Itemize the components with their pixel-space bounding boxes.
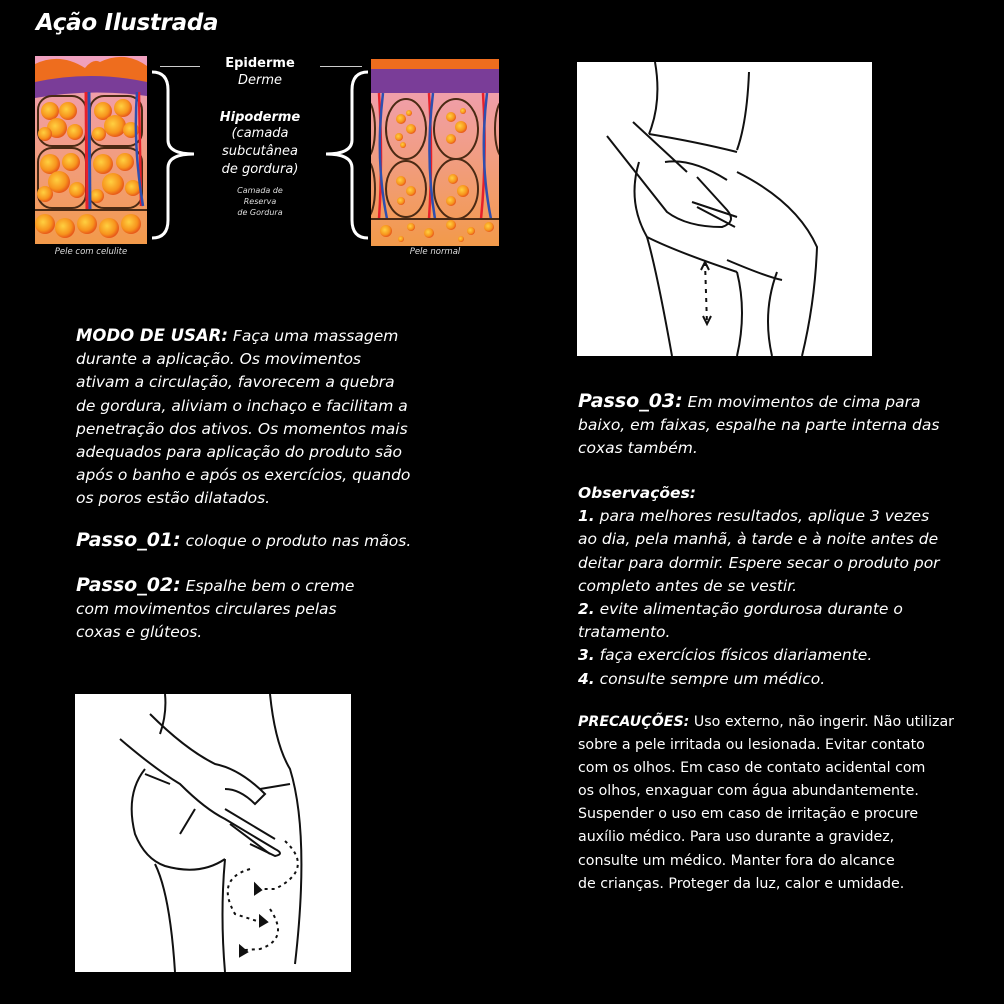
passo-01-block: [76, 529, 456, 553]
prec-line: Uso externo, não ingerir. Não utilizar: [689, 714, 954, 730]
obs-num: 4.: [578, 669, 595, 688]
obs-line: faça exercícios físicos diariamente.: [594, 646, 873, 665]
passo-02-line: Espalhe bem o creme: [180, 577, 355, 595]
label-hipoderme-desc-1: (camada: [231, 126, 289, 141]
obs-line: tratamento.: [578, 623, 671, 642]
modo-de-usar-label: MODO DE USAR:: [76, 326, 228, 345]
passo-02-line: com movimentos circulares pelas: [76, 600, 337, 619]
modo-line: de gordura, aliviam o inchaço e facilitam a: [76, 396, 408, 415]
modo-line: ativam a circulação, favorecem a quebra: [76, 373, 395, 392]
label-reserva-2: Reserva: [243, 197, 277, 206]
passo-03-line: baixo, em faixas, espalhe na parte interna das: [578, 416, 940, 435]
observacoes-block: [578, 482, 988, 691]
prec-line: de crianças. Proteger da luz, calor e umidade.: [578, 875, 905, 892]
obs-line: deitar para dormir. Espere secar o produto por: [578, 553, 940, 572]
brace-left-icon: [150, 70, 200, 240]
modo-line: após o banho e após os exercícios, quando: [76, 466, 411, 485]
arrow-right-line: [320, 66, 362, 67]
brace-right-icon: [320, 70, 370, 240]
skin-normal-illustration: [371, 59, 499, 246]
page-title: Ação Ilustrada: [36, 10, 219, 36]
prec-line: consulte um médico. Manter fora do alcance: [578, 852, 895, 869]
modo-line: Faça uma massagem: [227, 327, 399, 345]
precaucoes-block: [578, 711, 988, 896]
modo-line: adequados para aplicação do produto são: [76, 443, 403, 462]
obs-line: consulte sempre um médico.: [594, 669, 826, 688]
label-derme: Derme: [237, 73, 282, 88]
passo-01-text: coloque o produto nas mãos.: [180, 532, 412, 550]
obs-line: ao dia, pela manhã, à tarde e à noite antes de: [578, 530, 939, 549]
label-hipoderme-desc-2: subcutânea: [222, 144, 298, 159]
obs-num: 3.: [578, 646, 595, 665]
obs-line: para melhores resultados, aplique 3 vezes: [594, 507, 930, 526]
passo-03-line: Em movimentos de cima para: [682, 393, 921, 411]
obs-num: 2.: [578, 600, 595, 619]
layer-labels: [210, 56, 310, 218]
obs-num: 1.: [578, 507, 595, 526]
illustration-step3: [577, 62, 872, 356]
label-reserva-1: Camada de: [237, 186, 283, 195]
illustration-step2: [75, 694, 351, 972]
passo-01-label: Passo_01:: [76, 529, 181, 551]
passo-03-block: [578, 390, 978, 461]
label-hipoderme-desc-3: de gordura): [221, 162, 299, 177]
modo-de-usar-block: [76, 324, 456, 511]
prec-line: auxílio médico. Para uso durante a gravidez,: [578, 829, 895, 846]
caption-cellulite: Pele com celulite: [54, 247, 128, 257]
passo-02-label: Passo_02:: [76, 574, 181, 596]
modo-line: os poros estão dilatados.: [76, 489, 271, 508]
obs-line: completo antes de se vestir.: [578, 576, 798, 595]
modo-line: durante a aplicação. Os movimentos: [76, 350, 362, 369]
label-epiderme: Epiderme: [225, 56, 295, 71]
prec-line: com os olhos. Em caso de contato acidental com: [578, 760, 926, 777]
modo-line: penetração dos ativos. Os momentos mais: [76, 419, 408, 438]
passo-03-line: coxas também.: [578, 439, 698, 458]
label-reserva-3: de Gordura: [237, 208, 283, 217]
label-hipoderme: Hipoderme: [219, 110, 301, 125]
passo-02-line: coxas e glúteos.: [76, 623, 203, 642]
arrow-left-line: [160, 66, 200, 67]
caption-normal: Pele normal: [409, 247, 461, 257]
skin-cellulite-illustration: [35, 56, 147, 244]
prec-line: sobre a pele irritada ou lesionada. Evitar contato: [578, 737, 925, 754]
prec-line: os olhos, enxaguar com água abundantemente.: [578, 783, 919, 800]
passo-02-block: [76, 574, 456, 645]
precaucoes-label: PRECAUÇÕES:: [578, 714, 690, 730]
prec-line: Suspender o uso em caso de irritação e procure: [578, 806, 919, 823]
observacoes-title: Observações:: [578, 484, 696, 502]
passo-03-label: Passo_03:: [578, 390, 683, 412]
obs-line: evite alimentação gordurosa durante o: [594, 600, 903, 619]
